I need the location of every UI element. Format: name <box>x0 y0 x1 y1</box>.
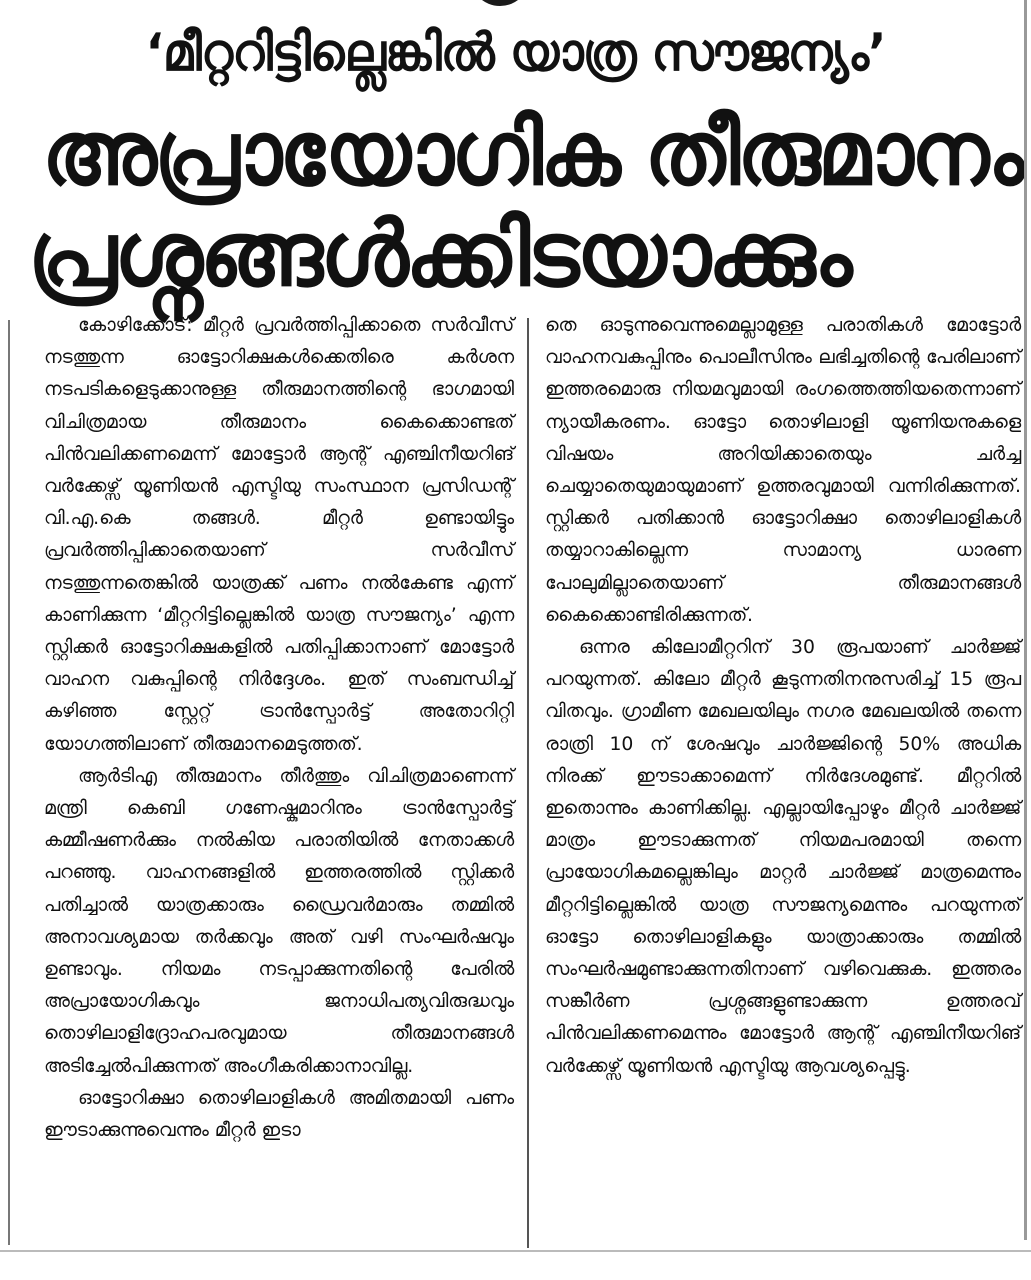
paragraph: ഓട്ടോറിക്ഷാ തൊഴിലാളികൾ അമിതമായി പണം ഈടാക്കുന്നുവെന്നും മീറ്റർ ഇടാ <box>44 1087 514 1142</box>
decorative-mark <box>470 0 530 6</box>
paragraph: കോഴിക്കോട്: മീറ്റർ പ്രവർത്തിപ്പിക്കാതെ സർവീസ് നടത്തുന്ന ഓട്ടോറിക്ഷകൾക്കെതിരെ കർശന നടപടികളെടുക്കാനുള്ള തീരുമാനത്തിന്റെ ഭാഗമായി വിചിത്രമായ തീരുമാനം കൈക്കൊണ്ടത് പിൻവലിക്കണമെന്ന് മോട്ടോർ ആന്റ് എഞ്ചിനീയറിങ് വർക്കേഴ്സ് യൂണിയൻ എസ്ടിയു സംസ്ഥാന പ്രസിഡന്റ് വി.എ.കെ തങ്ങൾ. മീറ്റർ ഉണ്ടായിട്ടും പ്രവർത്തിപ്പിക്കാതെയാണ് സർവീസ് നടത്തുന്നതെങ്കിൽ യാത്രക്ക് പണം നൽകേണ്ട എന്ന് കാണിക്കുന്ന ‘മീറ്ററിട്ടില്ലെങ്കിൽ യാത്ര സൗജന്യം’ എന്ന സ്റ്റിക്കർ ഓട്ടോറിക്ഷകളിൽ പതിപ്പിക്കാനാണ് മോട്ടോർ വാഹന വകുപ്പിന്റെ നിർദ്ദേശം. ഇത് സംബന്ധിച്ച് കഴിഞ്ഞ സ്റ്റേറ്റ് ട്രാൻസ്പോർട്ട് അതോറിറ്റി യോഗത്തിലാണ് തീരുമാനമെടുത്തത്. <box>44 315 514 755</box>
paragraph: ഒന്നര കിലോമീറ്ററിന് 30 രൂപയാണ് ചാർജ്ജ് പറയുന്നത്. കിലോ മീറ്റർ കൂടുന്നതിനനുസരിച്ച് 15 രൂപ വിതവും. ഗ്രാമീണ മേഖലയിലും നഗര മേഖലയിൽ തന്നെ രാത്രി 10 ന് ശേഷവും ചാർജ്ജിന്റെ 50% അധിക നിരക്ക് ഈടാക്കാമെന്ന് നിർദേശമുണ്ട്. മീറ്ററിൽ ഇതൊന്നും കാണിക്കില്ല. എല്ലായിപ്പോഴും മീറ്റർ ചാർജ്ജ് മാത്രം ഈടാക്കുന്നത് നിയമപരമായി തന്നെ പ്രായോഗികമല്ലെങ്കിലും മാറ്റർ ചാർജ്ജ് മാത്രമെന്നും മീറ്ററിട്ടില്ലെങ്കിൽ യാത്ര സൗജന്യമെന്നും പറയുന്നത് ഓട്ടോ തൊഴിലാളികളും യാത്രാക്കാരും തമ്മിൽ സംഘർഷമുണ്ടാക്കുന്നതിനാണ് വഴിവെക്കുക. ഇത്തരം സങ്കീർണ പ്രശ്നങ്ങളുണ്ടാക്കുന്ന ഉത്തരവ് പിൻവലിക്കണമെന്നും മോട്ടോർ ആന്റ് എഞ്ചിനീയറിങ് വർക്കേഴ്സ് യൂണിയൻ എസ്ടിയു ആവശ്യപ്പെട്ടു. <box>545 637 1021 1077</box>
bottom-rule <box>0 1250 1031 1252</box>
kicker: ‘മീറ്ററിട്ടില്ലെങ്കിൽ യാത്ര സൗജന്യം’ <box>145 23 886 83</box>
paragraph: തെ ഓടുന്നുവെന്നുമെല്ലാമുള്ള പരാതികൾ മോട്ടോർ വാഹനവകുപ്പിനും പൊലീസിനും ലഭിച്ചതിന്റെ പേരിലാണ് ഇത്തരമൊരു നിയമവുമായി രംഗത്തെത്തിയതെന്നാണ് ന്യായീകരണം. ഓട്ടോ തൊഴിലാളി യൂണിയനുകളെ വിഷയം അറിയിക്കാതെയും ചർച്ച ചെയ്യാതെയുമായുമാണ് ഉത്തരവുമായി വന്നിരിക്കുന്നത്. സ്റ്റിക്കർ പതിക്കാൻ ഓട്ടോറിക്ഷാ തൊഴിലാളികൾ തയ്യാറാകില്ലെന്ന സാമാന്യ ധാരണ പോലുമില്ലാതെയാണ് തീരുമാനങ്ങൾ കൈക്കൊണ്ടിരിക്കുന്നത്. <box>545 315 1021 626</box>
left-border <box>8 320 10 1245</box>
column-right <box>545 310 1021 1083</box>
column-left <box>44 310 514 1147</box>
paragraph: ആർടിഎ തീരുമാനം തീർത്തും വിചിത്രമാണെന്ന് മന്ത്രി കെബി ഗണേഷ്കുമാറിനും ട്രാൻസ്പോർട്ട് കമ്മീഷണർക്കും നൽകിയ പരാതിയിൽ നേതാക്കൾ പറഞ്ഞു. വാഹനങ്ങളിൽ ഇത്തരത്തിൽ സ്റ്റിക്കർ പതിച്ചാൽ യാത്രക്കാരും ഡ്രൈവർമാരും തമ്മിൽ അനാവശ്യമായ തർക്കവും അത് വഴി സംഘർഷവും ഉണ്ടാവും. നിയമം നടപ്പാക്കുന്നതിന്റെ പേരിൽ അപ്രായോഗികവും ജനാധിപത്യവിരുദ്ധവും തൊഴിലാളിദ്രോഹപരവുമായ തീരുമാനങ്ങൾ അടിച്ചേൽപിക്കുന്നത് അംഗീകരിക്കാനാവില്ല. <box>44 765 514 1077</box>
headline-line-1: അപ്രായോഗിക തീരുമാനം <box>42 101 1022 206</box>
right-border <box>1024 0 1027 1240</box>
headline-line-2: പ്രശ്നങ്ങൾക്കിടയാക്കും <box>28 202 850 307</box>
column-divider <box>527 318 529 1248</box>
